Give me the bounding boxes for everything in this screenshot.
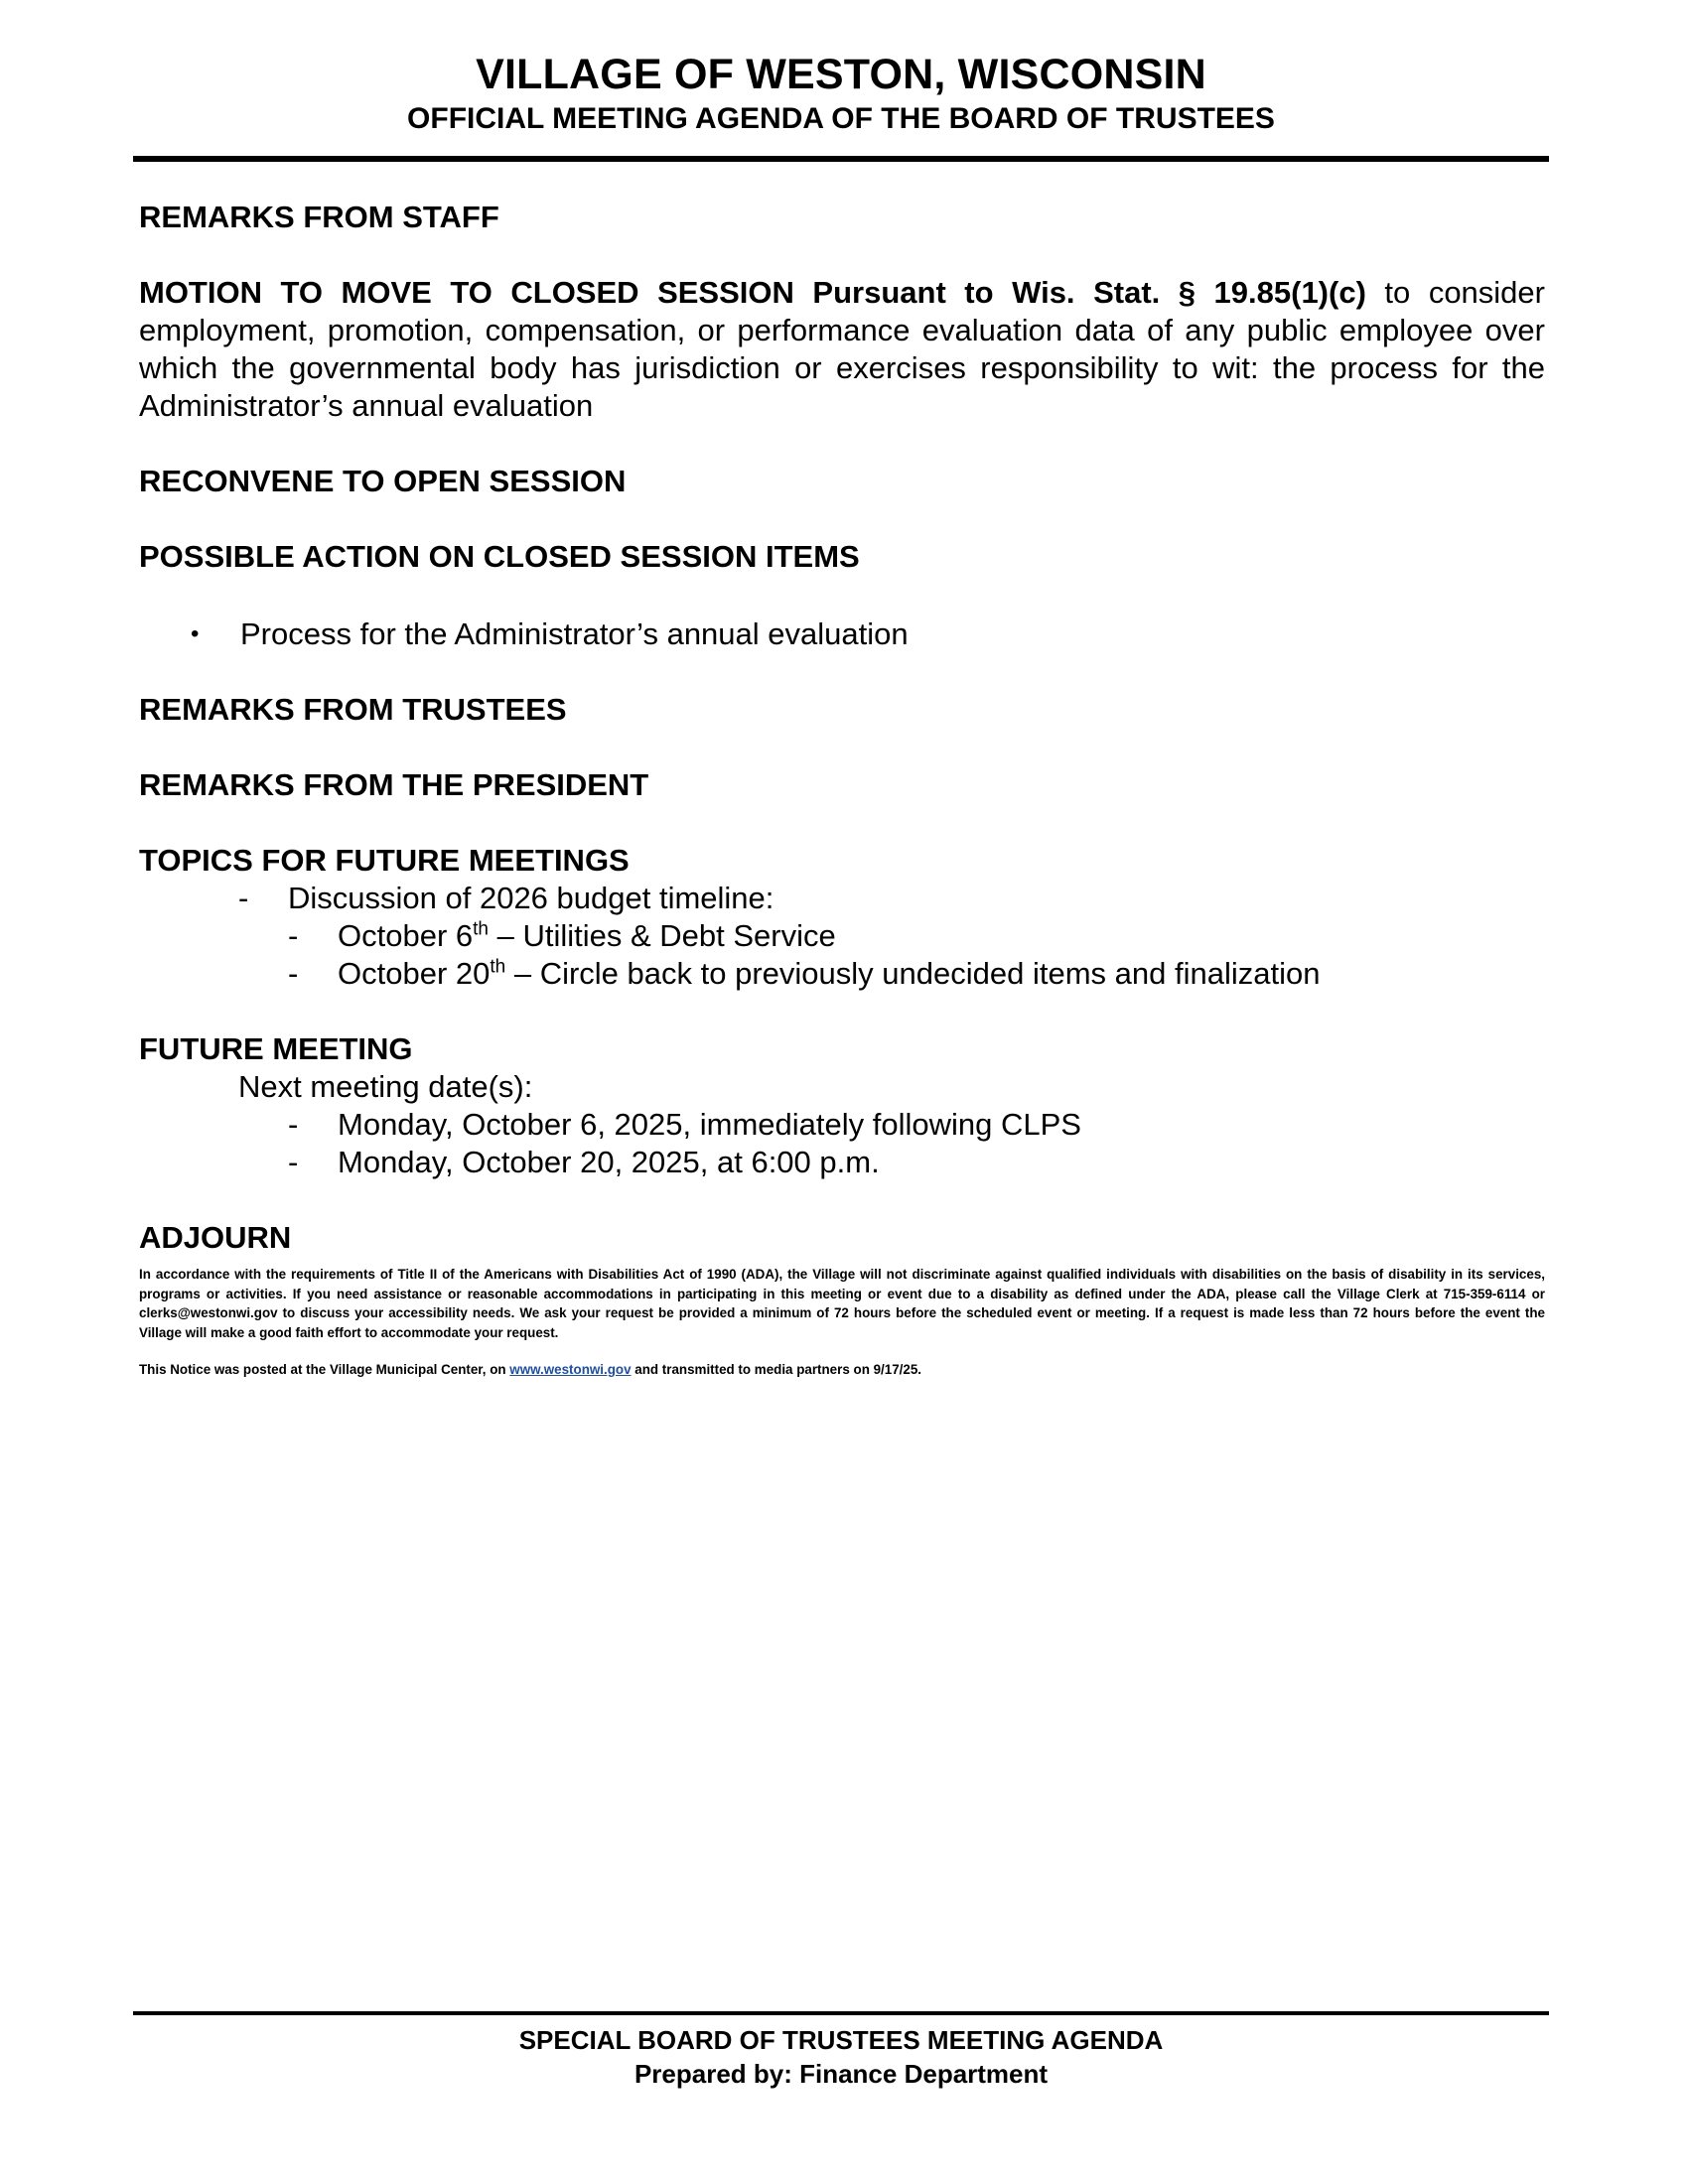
heading-remarks-president: REMARKS FROM THE PRESIDENT [139, 767, 649, 802]
meeting-date-text: Monday, October 20, 2025, at 6:00 p.m. [338, 1145, 880, 1179]
dash-icon: - [288, 918, 299, 953]
dash-icon: - [288, 1107, 299, 1142]
motion-closed-session [139, 274, 1545, 425]
posting-notice [139, 1360, 1545, 1380]
footer-prepared-by: Prepared by: Finance Department [633, 2059, 1049, 2089]
dash-icon: - [288, 1145, 299, 1179]
heading-remarks-staff: REMARKS FROM STAFF [139, 200, 499, 234]
agenda-subtitle: OFFICIAL MEETING AGENDA OF THE BOARD OF TRUSTEES [407, 102, 1275, 135]
posting-text-end: and transmitted to media partners on 9/17/25. [631, 1362, 921, 1377]
dash-icon: - [288, 956, 299, 991]
subitem-text: – Circle back to previously undecided items and finalization [505, 956, 1321, 991]
agenda-body [139, 199, 1545, 1380]
closed-session-items [139, 615, 1545, 653]
document-footer [133, 2023, 1549, 2091]
next-meeting-label: Next meeting date(s): [238, 1069, 533, 1104]
meeting-date [139, 1144, 1545, 1181]
footer-divider [133, 2011, 1549, 2015]
bullet-icon: • [191, 620, 200, 647]
heading-possible-action: POSSIBLE ACTION ON CLOSED SESSION ITEMS [139, 539, 860, 574]
subitem-suffix: th [473, 918, 489, 940]
topics-item-text: Discussion of 2026 budget timeline: [288, 881, 774, 915]
list-item [139, 615, 1545, 653]
subitem-text: – Utilities & Debt Service [488, 918, 836, 953]
motion-lead: MOTION TO MOVE TO CLOSED SESSION Pursuant to Wis. Stat. § 19.85(1)(c) [139, 275, 1366, 310]
topics-item [139, 880, 1545, 917]
dash-icon: - [238, 881, 249, 915]
footer-title: SPECIAL BOARD OF TRUSTEES MEETING AGENDA [518, 2025, 1164, 2055]
heading-future-meeting: FUTURE MEETING [139, 1031, 413, 1066]
meeting-date [139, 1106, 1545, 1144]
header-divider [133, 156, 1549, 162]
subitem-suffix: th [490, 956, 506, 978]
heading-remarks-trustees: REMARKS FROM TRUSTEES [139, 692, 567, 727]
heading-adjourn: ADJOURN [139, 1220, 292, 1255]
document-header [133, 50, 1549, 137]
ada-notice: In accordance with the requirements of Title II of the Americans with Disabilities Act of 1990 (ADA), the Village will not discriminate against qualified individuals with disabilities on the basis of disability in its services, programs or activities. If you need assistance or reasonable accommodations in participating in this meeting or event due to a disability as defined under the ADA, please call the Village Clerk at 715-359-6114 or clerks@westonwi.gov to discuss your accessibility needs. We ask your request be provided a minimum of 72 hours before the scheduled event or meeting. If a request is made less than 72 hours before the event the Village will make a good faith effort to accommodate your request. [139, 1267, 1545, 1340]
motion-text: to consider employment, promotion, compensation, or performance evaluation data of any public employee over which the governmental body has jurisdiction or exercises responsibility to wit: the process for the Administrator’s annual evaluation [139, 275, 1545, 423]
posting-text: This Notice was posted at the Village Municipal Center, on [139, 1362, 510, 1377]
list-item-text: Process for the Administrator’s annual evaluation [240, 616, 909, 651]
heading-topics: TOPICS FOR FUTURE MEETINGS [139, 843, 630, 878]
website-link[interactable]: www.westonwi.gov [509, 1362, 632, 1377]
meeting-date-text: Monday, October 6, 2025, immediately following CLPS [338, 1107, 1081, 1142]
heading-reconvene: RECONVENE TO OPEN SESSION [139, 464, 627, 498]
topics-subitem [139, 917, 1545, 955]
topics-subitem [139, 955, 1545, 993]
subitem-date: October 20 [338, 956, 491, 991]
village-title: VILLAGE OF WESTON, WISCONSIN [476, 51, 1206, 98]
subitem-date: October 6 [338, 918, 474, 953]
